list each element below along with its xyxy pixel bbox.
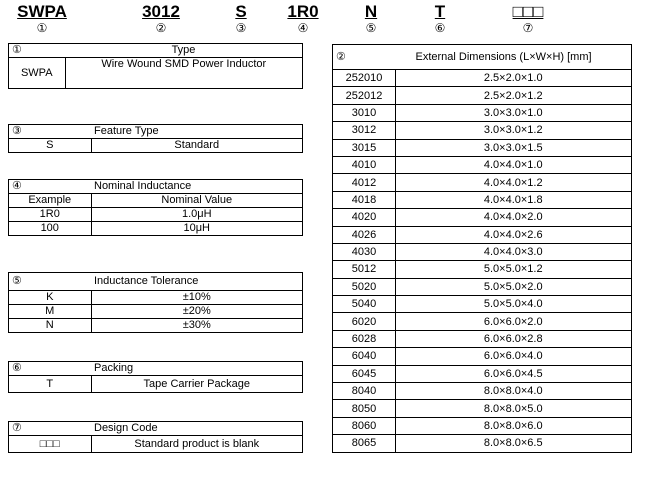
dimension-code: 8050: [333, 400, 396, 417]
type-table: [8, 43, 303, 89]
tolerance-value: ±30%: [91, 319, 303, 333]
dimension-code: 8060: [333, 417, 396, 434]
table-row: [333, 330, 632, 347]
dimension-code: 3015: [333, 139, 396, 156]
inductance-table-title: Nominal Inductance: [91, 180, 303, 194]
table-row: [333, 104, 632, 121]
code-design: □□□: [512, 2, 544, 21]
dimension-value: 8.0×8.0×5.0: [396, 400, 632, 417]
table-row: [333, 122, 632, 139]
type-description: Wire Wound SMD Power Inductor: [65, 58, 303, 89]
type-code: SWPA: [9, 58, 66, 89]
table-row: [333, 261, 632, 278]
dimension-value: 6.0×6.0×2.8: [396, 330, 632, 347]
dimension-code: 4026: [333, 226, 396, 243]
inductance-col-example: Example: [9, 194, 92, 208]
tolerance-value: ±20%: [91, 305, 303, 319]
dimension-code: 6045: [333, 365, 396, 382]
dimension-code: 5020: [333, 278, 396, 295]
code-packing: T: [434, 2, 446, 21]
dimension-value: 2.5×2.0×1.0: [396, 70, 632, 87]
table-row: [333, 435, 632, 452]
dimension-value: 4.0×4.0×2.6: [396, 226, 632, 243]
dimension-value: 5.0×5.0×4.0: [396, 296, 632, 313]
packing-table: [8, 361, 303, 393]
code-inductance: 1R0: [287, 2, 319, 21]
dimension-value: 4.0×4.0×1.8: [396, 191, 632, 208]
design-code: □□□: [9, 436, 92, 453]
dimension-value: 5.0×5.0×1.2: [396, 261, 632, 278]
table-row: [333, 226, 632, 243]
table-row: [333, 70, 632, 87]
dimension-value: 5.0×5.0×2.0: [396, 278, 632, 295]
dimension-value: 8.0×8.0×6.0: [396, 417, 632, 434]
table-row: [9, 319, 303, 333]
feature-table-number: ③: [9, 125, 92, 139]
dimension-value: 3.0×3.0×1.5: [396, 139, 632, 156]
dimension-code: 5012: [333, 261, 396, 278]
dimension-value: 8.0×8.0×6.5: [396, 435, 632, 452]
dimension-code: 4020: [333, 209, 396, 226]
dimensions-table-title: External Dimensions (L×W×H) [mm]: [396, 45, 632, 70]
dimension-value: 4.0×4.0×2.0: [396, 209, 632, 226]
table-row: [333, 365, 632, 382]
packing-description: Tape Carrier Package: [91, 376, 303, 393]
design-code-table: [8, 421, 303, 453]
tolerance-code: N: [9, 319, 92, 333]
design-table-title: Design Code: [91, 422, 303, 436]
type-table-title: Type: [65, 44, 303, 58]
inductance-value: 1.0μH: [91, 208, 303, 222]
tolerance-code: M: [9, 305, 92, 319]
table-row: [333, 191, 632, 208]
type-table-number: ①: [9, 44, 66, 58]
dimension-code: 4030: [333, 243, 396, 260]
dimension-code: 252010: [333, 70, 396, 87]
feature-description: Standard: [91, 139, 303, 153]
design-description: Standard product is blank: [91, 436, 303, 453]
index-5: ⑤: [365, 21, 377, 35]
table-row: [9, 305, 303, 319]
table-row: [333, 139, 632, 156]
inductance-col-value: Nominal Value: [91, 194, 303, 208]
table-row: [333, 313, 632, 330]
dimensions-rows: [333, 70, 632, 453]
dimensions-table-number: ②: [333, 45, 396, 70]
tolerance-table-title: Inductance Tolerance: [91, 273, 303, 291]
packing-code: T: [9, 376, 92, 393]
tolerance-value: ±10%: [91, 291, 303, 305]
table-row: [333, 278, 632, 295]
dimension-value: 2.5×2.0×1.2: [396, 87, 632, 104]
table-row: [333, 87, 632, 104]
dimension-code: 3010: [333, 104, 396, 121]
index-4: ④: [297, 21, 309, 35]
table-row: [333, 243, 632, 260]
tolerance-code: K: [9, 291, 92, 305]
index-6: ⑥: [434, 21, 446, 35]
external-dimensions-table: [332, 44, 632, 453]
packing-table-title: Packing: [91, 362, 303, 376]
table-row: [333, 348, 632, 365]
dimension-value: 6.0×6.0×4.0: [396, 348, 632, 365]
code-series: SWPA: [17, 2, 67, 21]
dimension-code: 5040: [333, 296, 396, 313]
table-row: [333, 174, 632, 191]
code-tolerance: N: [364, 2, 378, 21]
dimension-code: 6020: [333, 313, 396, 330]
dimension-value: 4.0×4.0×1.2: [396, 174, 632, 191]
feature-code: S: [9, 139, 92, 153]
dimension-code: 6028: [333, 330, 396, 347]
feature-type-table: [8, 124, 303, 153]
feature-table-title: Feature Type: [91, 125, 303, 139]
table-row: [9, 222, 303, 236]
index-7: ⑦: [522, 21, 534, 35]
index-3: ③: [235, 21, 247, 35]
inductance-table-number: ④: [9, 180, 92, 194]
dimension-code: 3012: [333, 122, 396, 139]
inductance-code: 1R0: [9, 208, 92, 222]
nominal-inductance-table: [8, 179, 303, 236]
table-row: [333, 156, 632, 173]
design-table-number: ⑦: [9, 422, 92, 436]
dimension-value: 6.0×6.0×2.0: [396, 313, 632, 330]
table-row: [9, 291, 303, 305]
table-row: [333, 296, 632, 313]
inductance-code: 100: [9, 222, 92, 236]
dimension-value: 3.0×3.0×1.0: [396, 104, 632, 121]
dimension-code: 4018: [333, 191, 396, 208]
inductance-value: 10μH: [91, 222, 303, 236]
index-2: ②: [155, 21, 167, 35]
table-row: [333, 209, 632, 226]
tolerance-table-number: ⑤: [9, 273, 92, 291]
dimension-code: 6040: [333, 348, 396, 365]
table-row: [9, 208, 303, 222]
packing-table-number: ⑥: [9, 362, 92, 376]
dimension-code: 4012: [333, 174, 396, 191]
part-number-code-row: [0, 0, 649, 40]
dimension-value: 6.0×6.0×4.5: [396, 365, 632, 382]
dimension-value: 4.0×4.0×3.0: [396, 243, 632, 260]
table-row: [333, 383, 632, 400]
dimension-code: 8065: [333, 435, 396, 452]
dimension-code: 8040: [333, 383, 396, 400]
code-dimension: 3012: [142, 2, 180, 21]
dimension-code: 4010: [333, 156, 396, 173]
table-row: [333, 417, 632, 434]
table-row: [333, 400, 632, 417]
inductance-tolerance-table: [8, 272, 303, 333]
dimension-code: 252012: [333, 87, 396, 104]
code-feature: S: [235, 2, 247, 21]
index-1: ①: [36, 21, 48, 35]
dimension-value: 8.0×8.0×4.0: [396, 383, 632, 400]
dimension-value: 4.0×4.0×1.0: [396, 156, 632, 173]
dimension-value: 3.0×3.0×1.2: [396, 122, 632, 139]
